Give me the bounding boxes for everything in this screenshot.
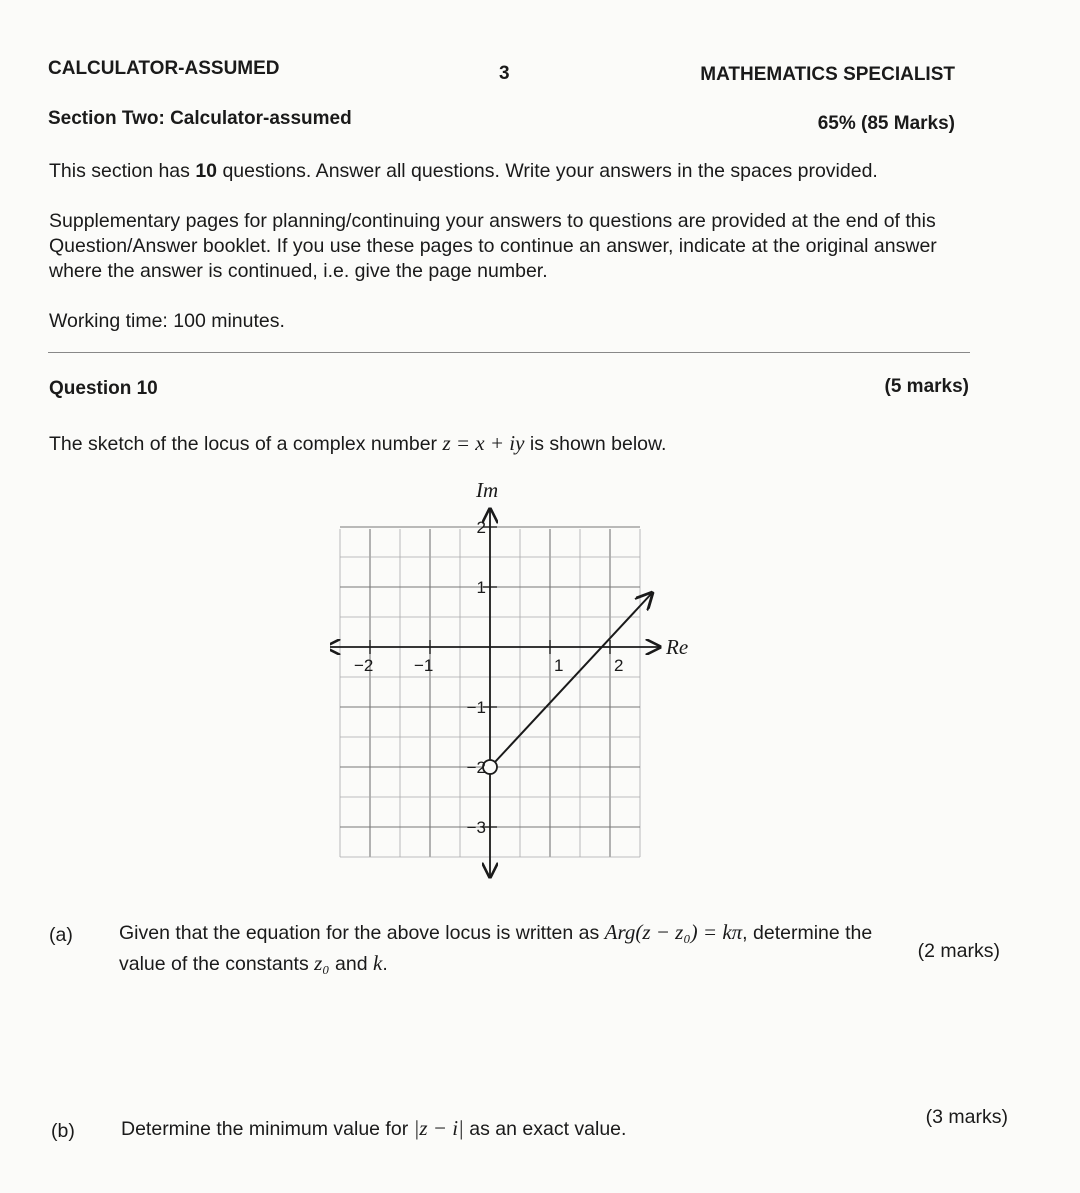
part-b-label: (b) [51,1120,75,1142]
y-tick-label: −2 [466,758,486,777]
y-tick-label: −3 [466,818,486,837]
header-right: MATHEMATICS SPECIALIST [700,64,955,85]
section-divider [48,352,970,353]
section-weight: 65% (85 Marks) [817,113,955,134]
working-time: Working time: 100 minutes. [49,310,285,332]
supplementary-instructions: Supplementary pages for planning/continuing your answers to questions are provided at the end of this Question/Answer booklet. If you use these pages to continue an answer, indicate at the original answer where the answer is continued, i.e. give the page number. [49,210,937,282]
part-a-line1: Given that the equation for the above locus is written as Arg(z − z₀) = kπ, determine the [119,920,873,944]
x-tick-label: −1 [414,656,434,675]
tick-labels [354,518,623,837]
argand-diagram [330,470,710,890]
x-tick-label: 2 [614,656,624,675]
question-marks: (5 marks) [884,376,969,397]
part-b-math: |z − i| [413,1116,464,1140]
part-a-line2: value of the constants z₀ and k. [119,951,388,975]
part-a-marks: (2 marks) [917,940,1000,962]
part-b-text: Determine the minimum value for |z − i| as an exact value. [121,1116,627,1140]
stem-math: z = x + iy [442,431,525,455]
part-a-label: (a) [49,924,73,946]
y-tick-label: 2 [476,518,486,537]
x-tick-label: 1 [554,656,564,675]
x-tick-label: −2 [354,656,374,675]
section-title: Section Two: Calculator-assumed [48,108,352,129]
im-axis-label: Im [476,478,499,502]
question-count: 10 [195,160,218,182]
y-tick-label: 1 [476,578,486,597]
question-stem: The sketch of the locus of a complex number z = x + iy is shown below. [49,431,667,455]
part-b-marks: (3 marks) [925,1106,1008,1128]
page-number: 3 [499,63,510,84]
header-left: CALCULATOR-ASSUMED [48,58,280,79]
section-intro: This section has 10 questions. Answer all questions. Write your answers in the spaces provided. [49,160,878,182]
y-tick-label: −1 [466,698,486,717]
locus [483,593,652,774]
part-a-math: Arg(z − z₀) = kπ [604,920,743,944]
question-title: Question 10 [49,378,158,399]
re-axis-label: Re [666,635,689,659]
